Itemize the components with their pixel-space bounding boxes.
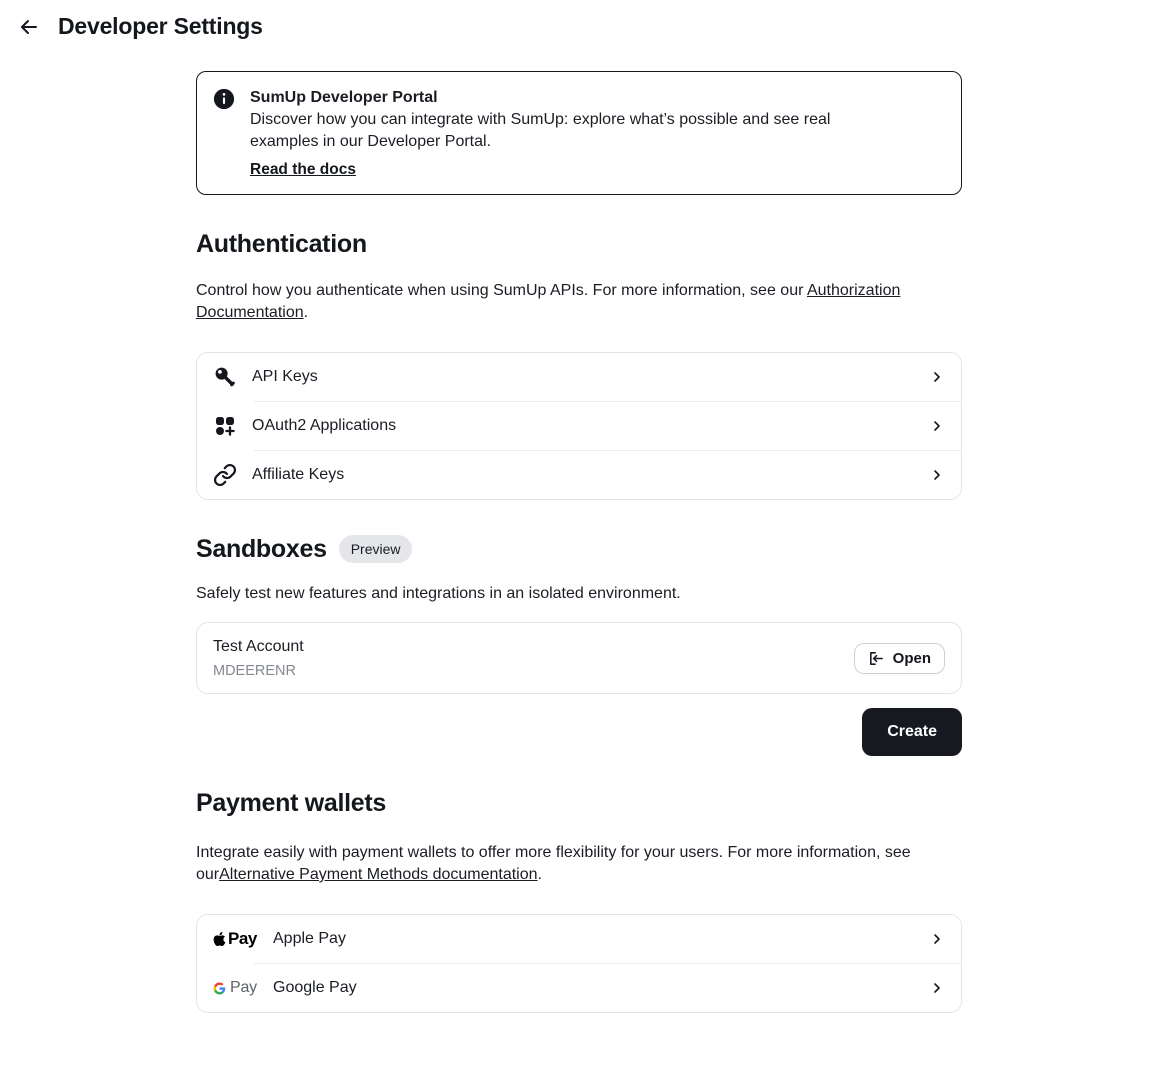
alternative-payment-methods-link[interactable]: Alternative Payment Methods documentation [219,866,538,883]
list-item-google-pay[interactable] [197,964,961,1012]
arrow-left-icon [17,15,41,39]
authentication-heading: Authentication [196,230,367,258]
create-sandbox-button[interactable]: Create [862,708,962,756]
list-item-label: API Keys [252,368,318,385]
list-item-label: Google Pay [273,979,357,996]
list-item-label: Affiliate Keys [252,466,345,483]
chevron-right-icon [929,467,945,483]
open-button-label: Open [892,649,931,667]
sandboxes-heading: Sandboxes [196,535,327,563]
sandbox-account-info [213,636,304,681]
login-icon [868,650,885,667]
authorization-documentation-link[interactable]: Authorization Documentation [196,282,901,321]
apple-pay-logo-text: Pay [227,929,257,948]
banner-content [250,87,890,179]
payment-wallets-description [196,842,962,886]
authentication-description-text: Control how you authenticate when using SumUp APIs. For more information, see our [196,282,807,299]
payment-wallets-description-suffix: . [537,866,542,883]
back-button[interactable] [16,14,42,40]
apps-plus-icon [213,414,237,438]
sandboxes-heading-row [196,534,962,564]
sandbox-account-code: MDEERENR [213,662,296,679]
banner-body: Discover how you can integrate with SumUp: explore what’s possible and see real examples in our Developer Portal. [250,111,831,150]
banner-title: SumUp Developer Portal [250,89,438,106]
list-item-label: OAuth2 Applications [252,417,397,434]
chevron-right-icon [929,369,945,385]
google-g-icon [213,980,226,997]
developer-portal-banner [196,71,962,195]
payment-wallets-heading: Payment wallets [196,789,387,817]
sandbox-account-name: Test Account [213,637,304,655]
create-button-row [196,708,962,756]
list-item-apple-pay[interactable] [197,915,961,963]
page-header [0,0,1162,51]
chevron-right-icon [929,418,945,434]
chevron-right-icon [929,980,945,996]
read-the-docs-link[interactable]: Read the docs [250,161,356,178]
payment-wallets-description-text: Integrate easily with payment wallets to offer more flexibility for your users. For more information, see our [196,844,911,883]
main-content [196,71,962,1013]
sandboxes-description: Safely test new features and integrations in an isolated environment. [196,585,681,602]
list-item-oauth2-applications[interactable] [197,402,961,450]
apple-icon [213,931,226,947]
list-item-label: Apple Pay [273,930,346,947]
sandbox-account-card [196,622,962,694]
preview-badge: Preview [339,535,413,563]
chevron-right-icon [929,931,945,947]
page-title: Developer Settings [58,13,263,39]
list-item-affiliate-keys[interactable] [197,451,961,499]
authentication-list-card [196,352,962,500]
authentication-description [196,280,962,324]
google-pay-logo-text: Pay [230,979,257,996]
open-sandbox-button[interactable] [854,643,945,674]
link-icon [213,463,237,487]
key-icon [213,365,237,389]
payment-wallets-card [196,914,962,1013]
apple-pay-logo [213,929,257,949]
list-item-api-keys[interactable] [197,353,961,401]
authentication-description-suffix: . [303,304,309,321]
google-pay-logo [213,979,257,997]
info-icon [213,88,235,179]
